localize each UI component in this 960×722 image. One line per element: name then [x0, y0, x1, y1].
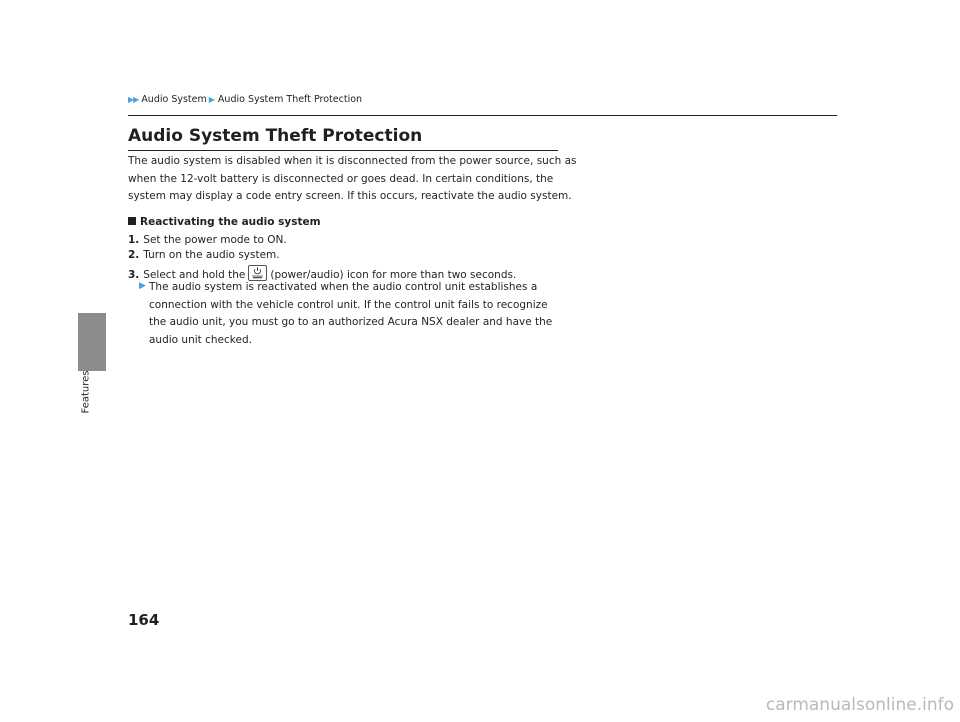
side-tab	[78, 313, 106, 371]
side-tab-label: Features	[80, 370, 92, 414]
step-number: 1.	[128, 233, 140, 246]
sub-bullet-arrow-icon: ▶	[139, 281, 146, 291]
page-number: 164	[128, 611, 160, 629]
breadcrumb	[128, 94, 362, 105]
breadcrumb-arrow-icon: ▶	[208, 95, 215, 104]
step-text: Set the power mode to ON.	[143, 233, 287, 246]
procedure-heading	[128, 216, 321, 228]
intro-line-2: when the 12-volt battery is disconnected or goes dead. In certain conditions, the	[128, 172, 554, 185]
intro-line-1: The audio system is disabled when it is disconnected from the power source, such as	[128, 155, 577, 167]
step-1	[128, 234, 287, 246]
intro-line-3: system may display a code entry screen. If this occurs, reactivate the audio system.	[128, 190, 572, 202]
title-rule	[128, 150, 558, 151]
step-text-before: Select and hold the	[143, 268, 246, 281]
breadcrumb-item-theft-protection[interactable]: Audio System Theft Protection	[217, 94, 363, 105]
page-title: Audio System Theft Protection	[128, 126, 423, 146]
step-text: Turn on the audio system.	[143, 249, 280, 261]
header-rule	[128, 115, 837, 116]
detail-line-1: The audio system is reactivated when the audio control unit establishes a	[149, 281, 538, 293]
watermark[interactable]: carmanualsonline.info	[765, 695, 954, 715]
step-text-after: (power/audio) icon for more than two seconds.	[270, 268, 517, 281]
detail-line-3: the audio unit, you must go to an authorized Acura NSX dealer and have the	[149, 316, 553, 328]
detail-line-2: connection with the vehicle control unit. If the control unit fails to recognize	[149, 298, 548, 311]
step-number: 3.	[128, 268, 140, 281]
breadcrumb-item-audio-system[interactable]: Audio System	[141, 94, 207, 105]
breadcrumb-arrows-icon: ▶▶	[128, 95, 139, 104]
square-bullet-icon	[128, 217, 136, 225]
step-3-detail	[149, 279, 552, 349]
step-number: 2.	[128, 249, 140, 261]
step-2	[128, 249, 280, 261]
procedure-heading-text: Reactivating the audio system	[140, 216, 321, 228]
detail-line-4: audio unit checked.	[149, 333, 252, 346]
